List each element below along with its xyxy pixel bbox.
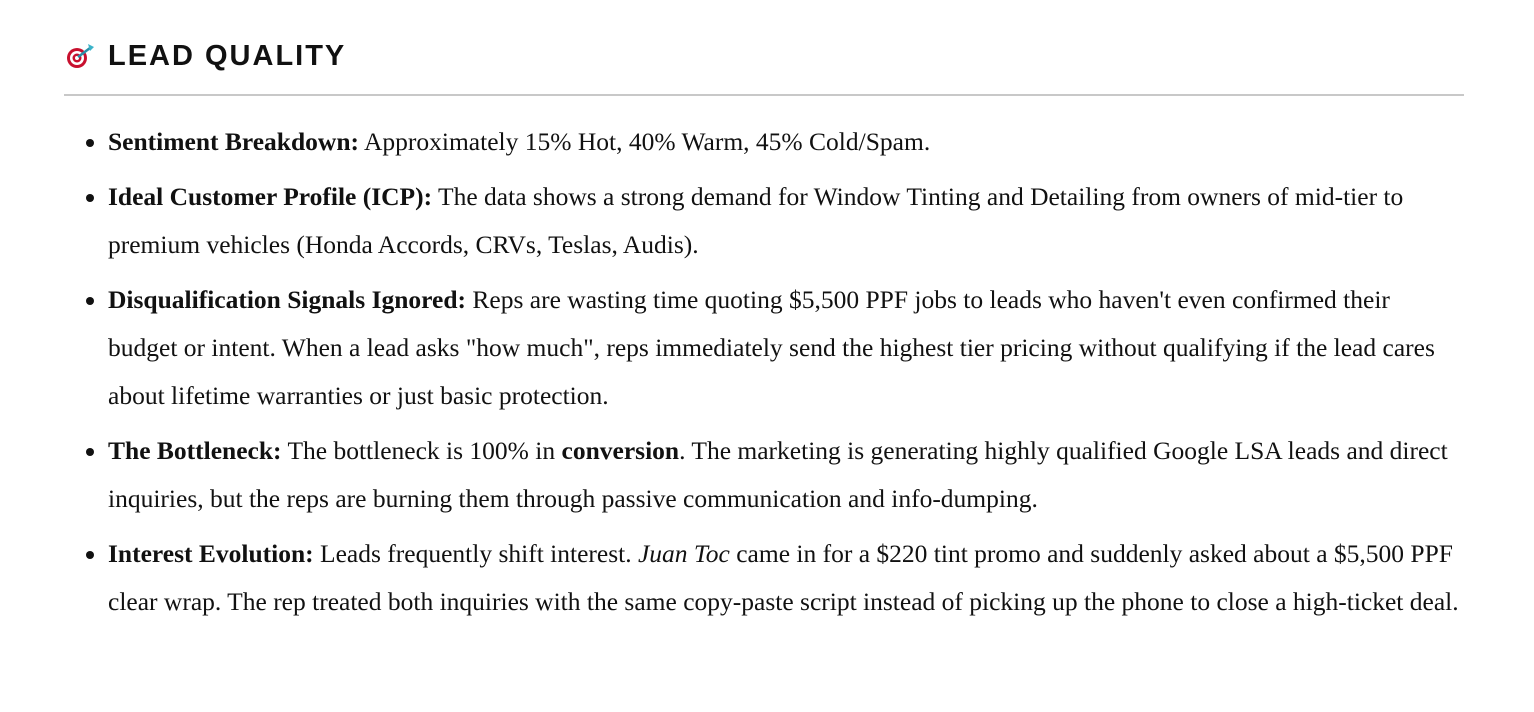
item-text: . The marketing is generating highly qualified Google LSA leads and direct inquiries, but the reps are burning them through passive communication and info-dumping. — [108, 436, 1448, 513]
list-item-bottleneck — [108, 427, 1464, 523]
lead-quality-section — [64, 0, 1464, 633]
lead-quality-list — [64, 118, 1464, 626]
divider — [64, 94, 1464, 96]
list-item-icp — [108, 173, 1464, 269]
item-label: The Bottleneck: — [108, 436, 282, 465]
section-header — [64, 28, 1464, 84]
item-text: Leads frequently shift interest. — [313, 539, 638, 568]
item-label: Ideal Customer Profile (ICP): — [108, 182, 433, 211]
lead-name: Juan Toc — [637, 539, 730, 568]
item-text: Reps are wasting time quoting $5,500 PPF jobs to leads who haven't even confirmed their budget or intent. When a lead asks "how much", reps immediately send the highest tier pricing without qualifying if the lead cares about lifetime warranties or just basic protection. — [108, 285, 1435, 410]
section-title: LEAD QUALITY — [108, 39, 347, 72]
item-text: Approximately 15% Hot, 40% Warm, 45% Cold/Spam. — [359, 127, 931, 156]
item-text: came in for a $220 tint promo and suddenly asked about a $5,500 PPF clear wrap. The rep treated both inquiries with the same copy-paste script instead of picking up the phone to close a high-ticket deal. — [108, 539, 1459, 616]
item-text: The bottleneck is 100% in — [281, 436, 562, 465]
item-label: Sentiment Breakdown: — [108, 127, 360, 156]
item-emphasis: conversion — [561, 436, 680, 465]
list-item-sentiment — [108, 118, 1464, 166]
list-item-interest-evolution — [108, 530, 1464, 626]
item-label: Interest Evolution: — [108, 539, 314, 568]
target-dart-icon — [64, 42, 96, 70]
item-text: The data shows a strong demand for Window Tinting and Detailing from owners of mid-tier to premium vehicles (Honda Accords, CRVs, Teslas, Audis). — [108, 182, 1404, 259]
list-item-disqualification — [108, 276, 1464, 420]
item-label: Disqualification Signals Ignored: — [108, 285, 467, 314]
